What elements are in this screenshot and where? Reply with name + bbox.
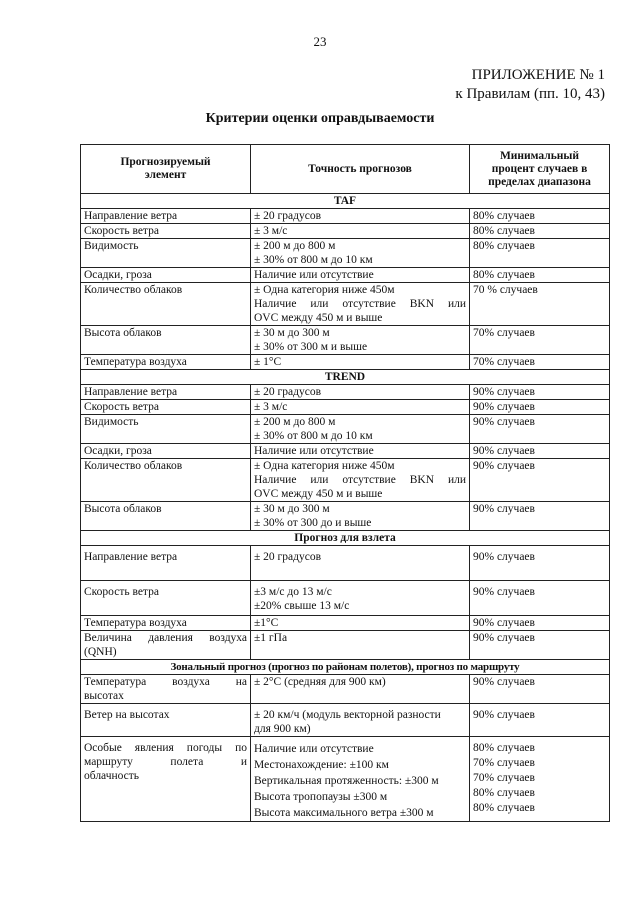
accuracy-line: ± 30% от 800 м до 10 км xyxy=(254,430,373,442)
element-cell: Скорость ветра xyxy=(81,581,251,616)
table-row xyxy=(81,704,610,737)
table-row xyxy=(81,581,610,616)
header-minimum-line: процент случаев в xyxy=(491,162,588,175)
percent-cell: 90% случаев xyxy=(470,546,610,581)
accuracy-cell xyxy=(251,459,470,502)
header-minimum-line: Минимальный xyxy=(499,149,580,162)
table-header-row xyxy=(81,145,610,194)
element-cell: Количество облаков xyxy=(81,283,251,326)
section-row-zonal xyxy=(81,660,610,675)
element-line: Температура воздуха на xyxy=(84,676,247,688)
accuracy-line: ± Одна категория ниже 450м xyxy=(254,460,395,472)
element-cell: Видимость xyxy=(81,415,251,444)
page-number: 23 xyxy=(313,34,327,49)
accuracy-cell: ± 3 м/с xyxy=(251,224,470,239)
accuracy-line: ± 20 км/ч (модуль векторной разности xyxy=(254,709,441,721)
accuracy-line: для 900 км) xyxy=(254,723,311,735)
accuracy-line: ± 30 м до 300 м xyxy=(254,327,330,339)
header-element-line: элемент xyxy=(144,169,187,181)
element-cell: Направление ветра xyxy=(81,385,251,400)
table-row xyxy=(81,224,610,239)
table-row xyxy=(81,415,610,444)
table-row xyxy=(81,675,610,704)
accuracy-cell: Наличие или отсутствие xyxy=(251,444,470,459)
accuracy-cell: ± 20 градусов xyxy=(251,546,470,581)
table-row xyxy=(81,616,610,631)
element-line: маршруту полета и xyxy=(84,756,247,768)
accuracy-line: Местонахождение: ±100 км xyxy=(254,759,389,771)
percent-cell: 90% случаев xyxy=(470,444,610,459)
accuracy-line: Высота тропопаузы ±300 м xyxy=(254,791,388,803)
percent-cell: 80% случаев xyxy=(470,268,610,283)
accuracy-cell: ± 2°С (средняя для 900 км) xyxy=(251,675,470,704)
header-minimum xyxy=(470,145,610,194)
element-cell: Видимость xyxy=(81,239,251,268)
section-title: TREND xyxy=(81,370,610,385)
element-cell: Осадки, гроза xyxy=(81,444,251,459)
percent-cell: 70 % случаев xyxy=(470,283,610,326)
criteria-table xyxy=(80,144,610,822)
header-element xyxy=(81,145,251,194)
table-row xyxy=(81,239,610,268)
percent-cell: 90% случаев xyxy=(470,415,610,444)
accuracy-line: OVC между 450 м и выше xyxy=(254,488,383,500)
element-cell: Скорость ветра xyxy=(81,224,251,239)
accuracy-cell xyxy=(251,737,470,822)
accuracy-line: ± 30% от 300 до и выше xyxy=(254,517,372,529)
element-line: (QNH) xyxy=(84,646,117,658)
percent-cell: 90% случаев xyxy=(470,616,610,631)
accuracy-line: ± Одна категория ниже 450м xyxy=(254,284,395,296)
section-row-trend xyxy=(81,370,610,385)
percent-cell: 80% случаев xyxy=(470,224,610,239)
element-cell: Температура воздуха xyxy=(81,616,251,631)
element-cell: Количество облаков xyxy=(81,459,251,502)
table-row xyxy=(81,631,610,660)
accuracy-cell: ±1°С xyxy=(251,616,470,631)
element-cell: Ветер на высотах xyxy=(81,704,251,737)
element-cell: Осадки, гроза xyxy=(81,268,251,283)
document-title: Критерии оценки оправдываемости xyxy=(205,111,435,126)
percent-cell: 90% случаев xyxy=(470,459,610,502)
percent-cell: 70% случаев xyxy=(470,355,610,370)
percent-line: 70% случаев xyxy=(473,772,535,784)
accuracy-cell xyxy=(251,415,470,444)
accuracy-line: ± 200 м до 800 м xyxy=(254,240,336,252)
accuracy-line: Высота максимального ветра ±300 м xyxy=(254,807,434,819)
accuracy-line: Наличие или отсутствие BKN или xyxy=(254,474,466,486)
accuracy-line: ± 200 м до 800 м xyxy=(254,416,336,428)
percent-cell: 90% случаев xyxy=(470,502,610,531)
accuracy-cell: ±1 гПа xyxy=(251,631,470,660)
percent-line: 80% случаев xyxy=(473,802,535,814)
percent-line: 80% случаев xyxy=(473,787,535,799)
table-row xyxy=(81,400,610,415)
table-row xyxy=(81,326,610,355)
appendix-line-2: к Правилам (пп. 10, 43) xyxy=(455,86,605,102)
accuracy-line: Наличие или отсутствие BKN или xyxy=(254,298,466,310)
accuracy-cell xyxy=(251,704,470,737)
element-cell: Скорость ветра xyxy=(81,400,251,415)
element-cell: Направление ветра xyxy=(81,209,251,224)
element-cell: Высота облаков xyxy=(81,502,251,531)
appendix-line-1: ПРИЛОЖЕНИЕ № 1 xyxy=(471,67,605,83)
table-row xyxy=(81,385,610,400)
table-row xyxy=(81,737,610,822)
element-line: Особые явления погоды по xyxy=(84,742,247,754)
accuracy-line: ±3 м/с до 13 м/с xyxy=(254,586,332,598)
table-row xyxy=(81,444,610,459)
section-row-taf xyxy=(81,194,610,209)
accuracy-line: ± 30% от 300 м и выше xyxy=(254,341,368,353)
percent-cell: 90% случаев xyxy=(470,704,610,737)
percent-line: 70% случаев xyxy=(473,757,535,769)
accuracy-cell xyxy=(251,502,470,531)
section-title: Прогноз для взлета xyxy=(81,531,610,546)
element-line: высотах xyxy=(84,690,124,702)
percent-cell: 80% случаев xyxy=(470,209,610,224)
table-row xyxy=(81,459,610,502)
accuracy-cell xyxy=(251,326,470,355)
table-row xyxy=(81,209,610,224)
percent-cell xyxy=(470,737,610,822)
accuracy-cell: ± 1°С xyxy=(251,355,470,370)
section-title: TAF xyxy=(81,194,610,209)
element-line: облачность xyxy=(84,770,140,782)
table-row xyxy=(81,546,610,581)
accuracy-cell xyxy=(251,283,470,326)
section-title: Зональный прогноз (прогноз по районам полетов), прогноз по маршруту xyxy=(81,660,610,675)
accuracy-cell: ± 20 градусов xyxy=(251,385,470,400)
table-row xyxy=(81,355,610,370)
element-cell xyxy=(81,737,251,822)
appendix-reference xyxy=(455,66,605,104)
header-accuracy: Точность прогнозов xyxy=(251,145,470,194)
accuracy-line: ±20% свыше 13 м/с xyxy=(254,600,350,612)
element-line: Величина давления воздуха xyxy=(84,632,247,644)
percent-cell: 90% случаев xyxy=(470,385,610,400)
accuracy-cell xyxy=(251,239,470,268)
accuracy-line: ± 30 м до 300 м xyxy=(254,503,330,515)
element-cell xyxy=(81,675,251,704)
accuracy-line: Наличие или отсутствие xyxy=(254,743,374,755)
element-cell: Направление ветра xyxy=(81,546,251,581)
element-cell: Температура воздуха xyxy=(81,355,251,370)
accuracy-line: Вертикальная протяженность: ±300 м xyxy=(254,775,439,787)
accuracy-line: ± 30% от 800 м до 10 км xyxy=(254,254,373,266)
accuracy-cell: Наличие или отсутствие xyxy=(251,268,470,283)
table-row xyxy=(81,268,610,283)
table-row xyxy=(81,502,610,531)
accuracy-cell xyxy=(251,581,470,616)
element-cell: Высота облаков xyxy=(81,326,251,355)
percent-cell: 90% случаев xyxy=(470,581,610,616)
percent-cell: 90% случаев xyxy=(470,675,610,704)
percent-cell: 70% случаев xyxy=(470,326,610,355)
header-element-line: Прогнозируемый xyxy=(120,156,211,168)
table-row xyxy=(81,283,610,326)
percent-cell: 90% случаев xyxy=(470,400,610,415)
element-cell xyxy=(81,631,251,660)
accuracy-cell: ± 3 м/с xyxy=(251,400,470,415)
percent-cell: 90% случаев xyxy=(470,631,610,660)
percent-line: 80% случаев xyxy=(473,742,535,754)
section-row-takeoff xyxy=(81,531,610,546)
accuracy-line: OVC между 450 м и выше xyxy=(254,312,383,324)
percent-cell: 80% случаев xyxy=(470,239,610,268)
accuracy-cell: ± 20 градусов xyxy=(251,209,470,224)
header-minimum-line: пределах диапазона xyxy=(488,175,591,188)
